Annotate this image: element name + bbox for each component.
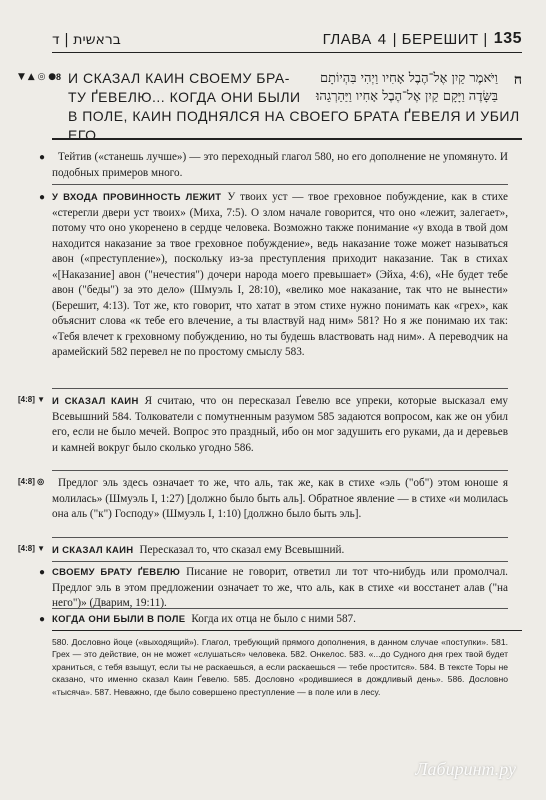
section-rule	[52, 608, 508, 609]
footnote-rule	[52, 630, 522, 631]
header-right	[323, 30, 522, 48]
verse-russian: И СКАЗАЛ КАИН СВОЕМУ БРА-ТУ ҐЕВЕЛЮ... КОГДА ОНИ БЫЛИ	[68, 70, 301, 105]
verse-rule	[52, 138, 522, 140]
verse-number: 8	[56, 72, 62, 82]
section-rule	[52, 470, 508, 471]
commentary-text	[52, 612, 508, 628]
keyword: КОГДА ОНИ БЫЛИ В ПОЛЕ	[52, 614, 186, 625]
keyword: СВОЕМУ БРАТУ ҐЕВЕЛЮ	[52, 567, 181, 578]
verse-russian-cont: В ПОЛЕ, КАИН ПОДНЯЛСЯ НА СВОЕГО БРАТА ҐЕВЕЛЯ И УБИЛ ЕГО.	[68, 108, 520, 143]
book-title: | БЕРЕШИТ |	[392, 30, 488, 48]
commentary-text	[52, 476, 508, 523]
chapter-label: ГЛАВА	[322, 30, 372, 48]
commentary-body: Пересказал то, что сказал ему Всевышний.	[139, 544, 345, 556]
verse-block	[18, 70, 522, 143]
header-rule	[52, 52, 522, 53]
section-rule	[52, 388, 508, 389]
bullet-icon: ●	[39, 614, 46, 625]
commentary-text	[52, 543, 508, 559]
hebrew-header: בראשית | ד	[52, 32, 121, 48]
margin-ref: [4:8] ◎	[18, 477, 45, 486]
commentary-body: Писание не говорит, ответил ли тот что-нибудь или промолчал. Предлог эль в этом предложении означает то же, что аль, как в стихе «и воcстанет алав ("на него")» (Дварим, 19:11).	[52, 566, 508, 609]
commentary-body: Я считаю, что он пересказал Ґевелю все упреки, которые высказал ему Всевышний 584. Толкователи с помутненным разумом 585 задаются вопросом, как же он убил его, если не было мечей. Вопрос это праздный, ибо он мог задушить его руками, да и деревьев и камней вокруг было сколько угодно 586.	[52, 395, 508, 454]
commentary-body: Предлог эль здесь означает то же, что аль, так же, как в стихе «эль ("об") этом юноше я молилась» (Шмуэль I, 1:27) [должно было быть аль]. Обратное явление — в стихе «и молилась она аль ("к") Господу» (Шмуэль I, 1:10) [должно было быть эль].	[52, 477, 508, 520]
keyword: У ВХОДА ПРОВИННОСТЬ ЛЕЖИТ	[52, 192, 222, 203]
section-rule	[52, 561, 508, 562]
watermark: Лабиринт.ру	[415, 759, 516, 779]
keyword: И СКАЗАЛ КАИН	[52, 545, 134, 556]
bullet-icon: ●	[39, 152, 46, 163]
margin-ref: [4:8] ▼	[18, 395, 46, 404]
bullet-icon: ●	[39, 567, 46, 578]
bullet-icon: ●	[39, 192, 46, 203]
footnotes: 580. Дословно йоце («выходящий»). Глагол, требующий прямого дополнения, в данном случае «поступки». 581. Грех — это действие, он не может «слушаться» человека. 582. Онкелос. 583. «...до Судного дня грех твой будет храниться, с тебя взыщут, если ты не раскаешься, а если раскаешься — тебе простится». 584. В тексте Торы не сказано, что именно сказал Каин Ґевелю. 585. Дословно «родившиеся в дождливый день». 586. Дословно «тысяча». 587. Неважно, где было совершено преступление — в поле или в лесу.	[52, 637, 508, 697]
commentary-text	[52, 150, 508, 181]
commentary-body: Когда их отца не было с ними 587.	[191, 613, 356, 625]
page-number: 135	[493, 30, 522, 47]
commentary-body: Тейтив («станешь лучше») — это переходный глагол 580, но его дополнение не упомянуто. И подобных примеров много.	[52, 151, 508, 179]
commentary-text	[52, 565, 508, 612]
section-rule	[52, 184, 508, 185]
keyword: И СКАЗАЛ КАИН	[52, 396, 139, 407]
section-rule	[52, 537, 508, 538]
commentary-text	[52, 190, 508, 361]
margin-ref: [4:8] ▼	[18, 544, 46, 553]
commentary-text	[52, 394, 508, 456]
commentary-body: У твоих уст — твое греховное побуждение, как в стихе «стерегли двери уст твоих» (Миха, 7:5). О злом начале говорится, что оно «лежит, залегает», потому что оно укоренено в сердце человека. Возможно также понимание «у входа в твой дом находится наказание за твое греховное побуждение», ведь наказание тоже может называться авон («преступление»), поскольку из-за преступления приходит наказание. Так в стихах «[Наказание] авон ("нечестия") дочери народа моего превышает» (Эйха, 4:6), «Не будет тебе авон ("беды") за это дело» (Шмуэль I, 28:10), «велико мое наказание, так что не вынести» (Берешит, 4:13). Тот же, кто говорит, что хатат в этом стихе нужно понимать как «грех», как объяснит слова «к тебе его влечение, а ты властвуй над ним» 581? Но я же понимаю их так: «Тебя влечет к греховному побуждению, но ты будешь властвовать над ним». А переводчик на арамейский 582 перевел не по простому смыслу 583.	[52, 191, 508, 358]
verse-hebrew: וַיֹּאמֶר קַיִן אֶל־הֶבֶל אָחִיו וַיְהִי בִּהְיוֹתָם בַּשָּׂדֶה וַיָּקָם קַיִן אֶל־הֶבֶל אָחִיו וַיַּהַרְגֵהוּ׃	[316, 71, 498, 104]
running-header	[52, 30, 522, 52]
verse-hebrew-letter: ח	[513, 72, 522, 88]
chapter-number: 4	[377, 30, 387, 48]
commentary-marks: ▼ ▲ ◎ ●	[18, 72, 57, 82]
